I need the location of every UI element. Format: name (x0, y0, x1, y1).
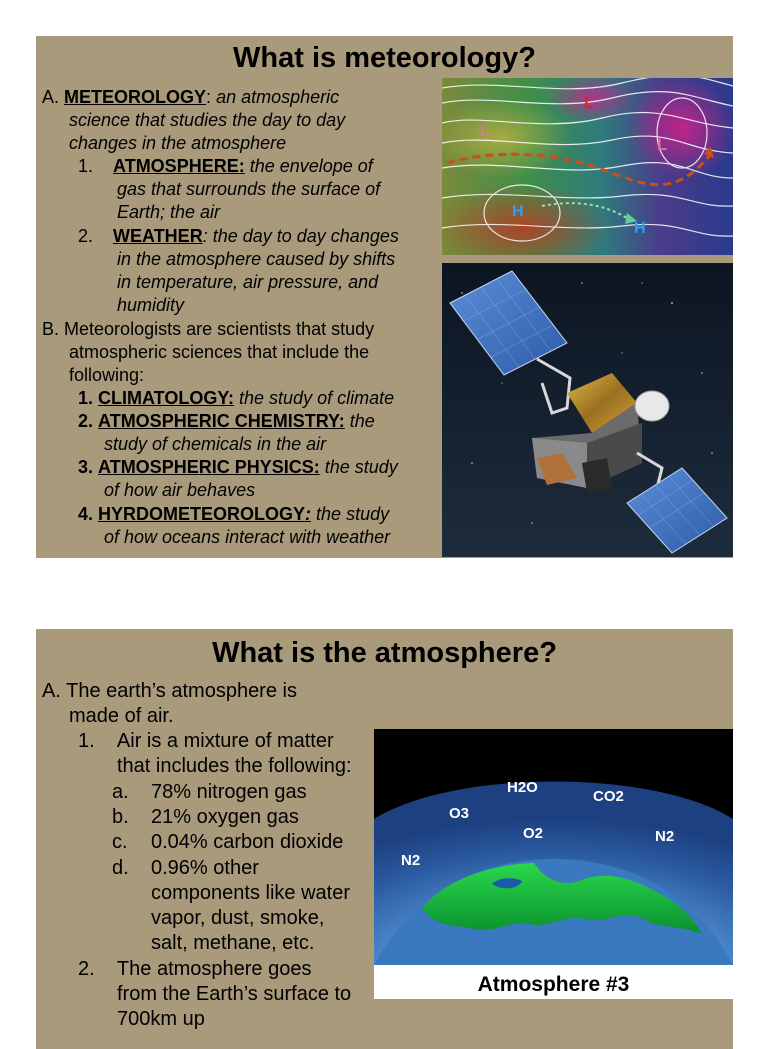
low-pressure-label: L (584, 93, 595, 112)
definition-line: humidity (117, 295, 185, 315)
definition-line: gas that surrounds the surface of (117, 179, 381, 199)
list-item: a. 78% nitrogen gas (112, 781, 307, 803)
term-hydrometeorology: HYRDOMETEOROLOGY (98, 504, 306, 524)
list-item-continued: vapor, dust, smoke, (151, 907, 325, 929)
list-marker: A. (42, 87, 60, 107)
item-a2-line: 2. WEATHER: the day to day changes (78, 226, 399, 246)
item-b4-line: 4. HYRDOMETEOROLOGY: the study (78, 504, 390, 524)
term-atmosphere: ATMOSPHERE: (113, 156, 245, 176)
item-a-line: made of air. (69, 705, 174, 727)
item-b2-line: 2. ATMOSPHERIC CHEMISTRY: the (78, 411, 375, 431)
term-climatology: CLIMATOLOGY: (98, 388, 235, 408)
term-weather: WEATHER (113, 226, 203, 246)
item-a2-line: 700km up (117, 1008, 205, 1030)
list-item-continued: salt, methane, etc. (151, 932, 315, 954)
weather-map-image (442, 78, 733, 255)
high-pressure-label: H (634, 220, 646, 237)
molecule-label-o2: O2 (523, 825, 544, 842)
high-pressure-label: H (512, 203, 524, 220)
definition-line: Earth; the air (117, 202, 221, 222)
item-a2-line: from the Earth’s surface to (117, 983, 352, 1005)
list-item: d. 0.96% other (112, 857, 259, 879)
slide-title: What is meteorology? (233, 42, 536, 74)
slide-title: What is the atmosphere? (212, 637, 557, 669)
definition-line: science that studies the day to day (69, 110, 346, 130)
low-pressure-label: L (480, 121, 491, 140)
item-b-line: following: (69, 365, 145, 385)
list-item-continued: components like water (151, 882, 350, 904)
item-b3-line: 3. ATMOSPHERIC PHYSICS: the study (78, 457, 398, 477)
slide-meteorology (36, 36, 733, 558)
item-a1-line: 1. Air is a mixture of matter (78, 730, 334, 752)
definition-line: of how air behaves (104, 480, 256, 500)
molecule-label-h2o: H2O (507, 779, 538, 796)
molecule-label-o3: O3 (449, 805, 470, 822)
slide-atmosphere (36, 629, 733, 1049)
molecule-label-co2: CO2 (593, 788, 624, 805)
item-a-line: A. METEOROLOGY: an atmospheric (42, 87, 340, 107)
definition-text: an atmospheric (211, 87, 340, 107)
definition-line: in temperature, air pressure, and (117, 272, 379, 292)
term-atmospheric-physics: ATMOSPHERIC PHYSICS: (98, 457, 320, 477)
definition-line: of how oceans interact with weather (104, 527, 391, 547)
term-meteorology: METEOROLOGY (64, 87, 207, 107)
satellite-image (442, 263, 733, 557)
molecule-label-n2-left: N2 (401, 852, 421, 869)
atmosphere-diagram (374, 729, 733, 999)
definition-line: in the atmosphere caused by shifts (117, 249, 396, 269)
term-atmospheric-chemistry: ATMOSPHERIC CHEMISTRY: (98, 411, 345, 431)
low-pressure-label: L (657, 135, 668, 154)
item-a1-line: 1. ATMOSPHERE: the envelope of (78, 156, 373, 176)
definition-line: changes in the atmosphere (69, 133, 287, 153)
item-b-line: atmospheric sciences that include the (69, 342, 370, 362)
item-a-line: A. The earth’s atmosphere is (42, 680, 297, 702)
list-item: b. 21% oxygen gas (112, 806, 299, 828)
item-a2-line: 2. The atmosphere goes (78, 958, 312, 980)
diagram-caption: Atmosphere #3 (477, 973, 630, 996)
list-item: c. 0.04% carbon dioxide (112, 831, 344, 853)
item-b1-line: 1. CLIMATOLOGY: the study of climate (78, 388, 395, 408)
molecule-label-n2-right: N2 (655, 828, 675, 845)
item-b-line: B. Meteorologists are scientists that study (42, 319, 375, 339)
definition-line: study of chemicals in the air (104, 434, 327, 454)
item-a1-line: that includes the following: (117, 755, 352, 777)
